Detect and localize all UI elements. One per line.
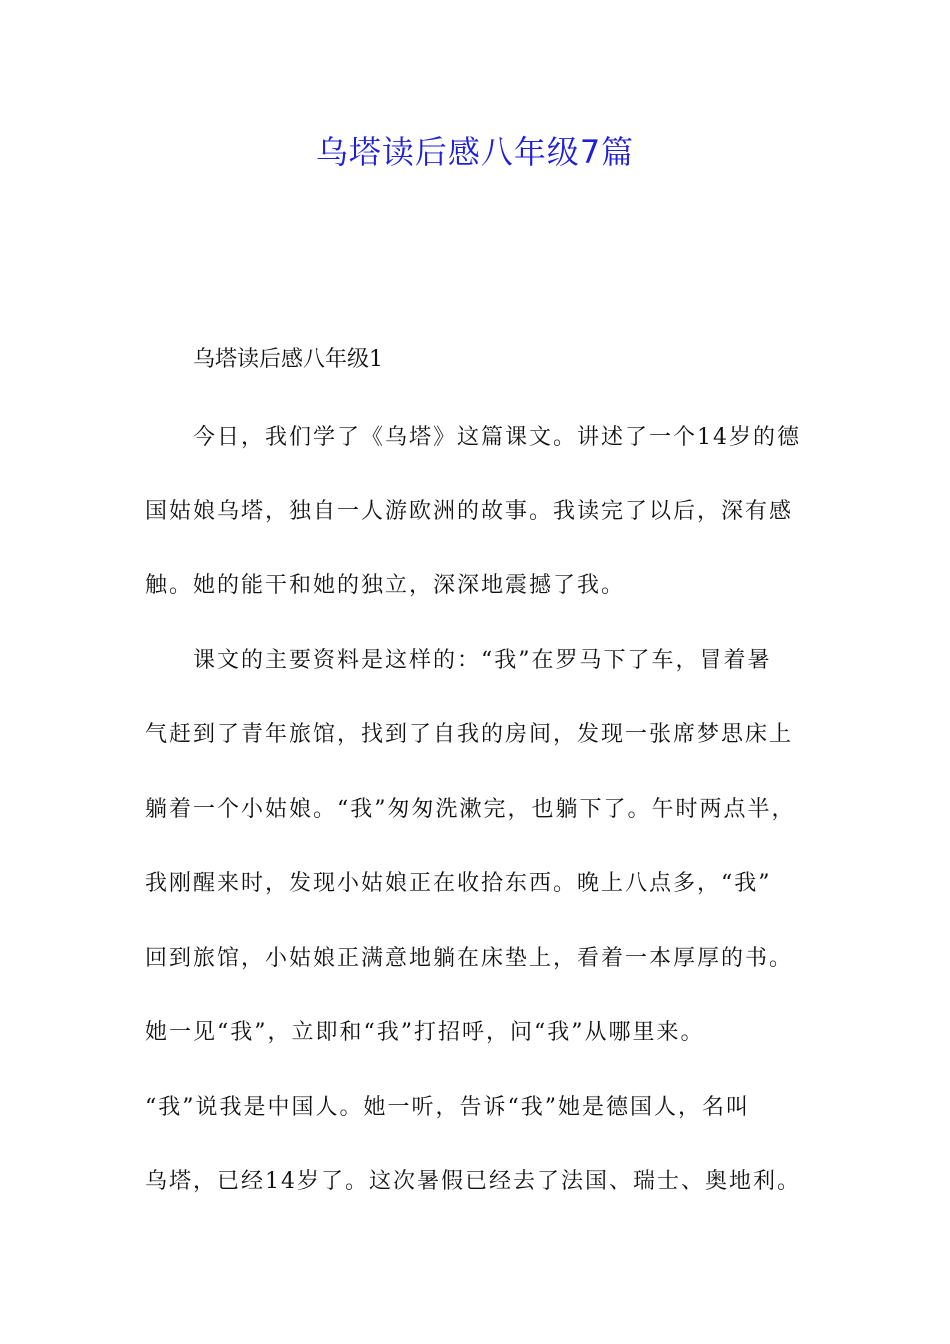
paragraph-line: 今日，我们学了《乌塔》这篇课文。讲述了一个14岁的德	[193, 425, 801, 450]
paragraph-line: 课文的主要资料是这样的：“我”在罗马下了车，冒着暑	[193, 648, 772, 673]
paragraph-line: 触。她的能干和她的独立，深深地震撼了我。	[145, 573, 626, 598]
section-heading: 乌塔读后感八年级1	[193, 347, 383, 372]
paragraph-line: 躺着一个小姑娘。“我”匆匆洗漱完，也躺下了。午时两点半，	[145, 797, 796, 822]
paragraph-line: 回到旅馆，小姑娘正满意地躺在床垫上，看着一本厚厚的书。	[145, 946, 794, 971]
paragraph-line: 国姑娘乌塔，独自一人游欧洲的故事。我读完了以后，深有感	[145, 499, 794, 524]
paragraph-line: 我刚醒来时，发现小姑娘正在收拾东西。晚上八点多，“我”	[145, 871, 772, 896]
paragraph-line: 她一见“我”，立即和“我”打招呼，问“我”从哪里来。	[145, 1020, 705, 1045]
paragraph-line: 乌塔，已经14岁了。这次暑假已经去了法国、瑞士、奥地利。	[145, 1169, 801, 1194]
paragraph-line: 气赶到了青年旅馆，找到了自我的房间，发现一张席梦思床上	[145, 722, 794, 747]
document-title: 乌塔读后感八年级7篇	[315, 133, 635, 171]
paragraph-line: “我”说我是中国人。她一听，告诉“我”她是德国人，名叫	[145, 1095, 750, 1120]
